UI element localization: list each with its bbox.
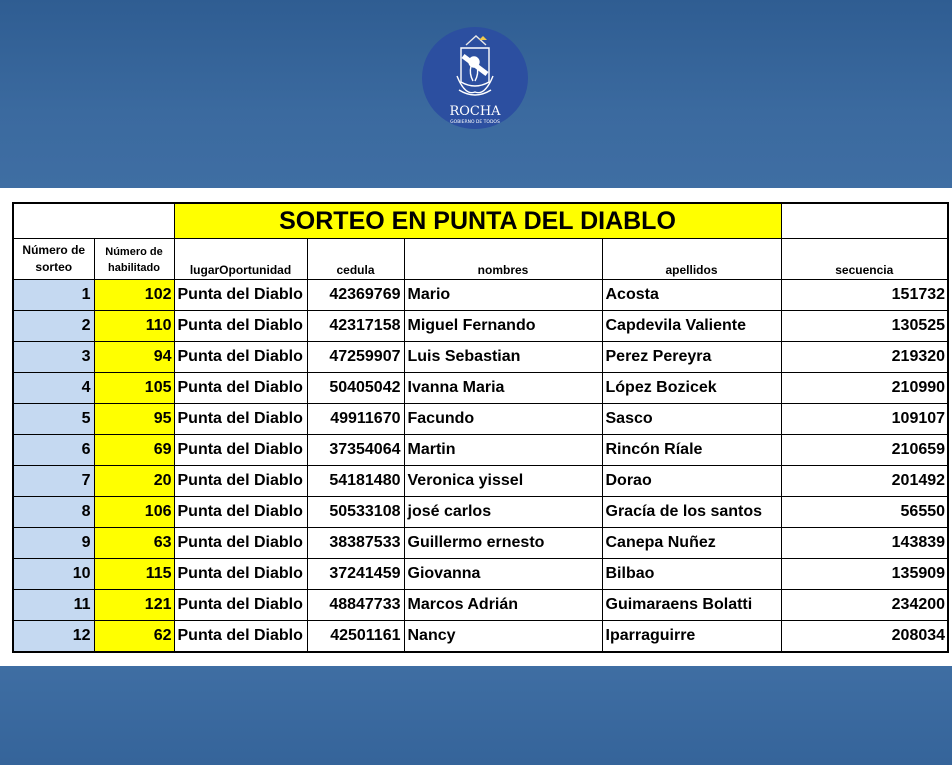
cell-sorteo: 8	[13, 497, 94, 528]
header-cedula: cedula	[307, 239, 404, 280]
cell-cedula: 37354064	[307, 435, 404, 466]
cell-cedula: 48847733	[307, 590, 404, 621]
cell-habilitado: 121	[94, 590, 174, 621]
cell-nombres: Ivanna Maria	[404, 373, 602, 404]
header-row	[13, 239, 948, 280]
spreadsheet	[12, 202, 947, 651]
cell-secuencia: 143839	[781, 528, 948, 559]
cell-nombres: Marcos Adrián	[404, 590, 602, 621]
title-spacer-right	[781, 203, 948, 239]
cell-cedula: 50405042	[307, 373, 404, 404]
cell-apellidos: López Bozicek	[602, 373, 781, 404]
cell-habilitado: 94	[94, 342, 174, 373]
cell-habilitado: 115	[94, 559, 174, 590]
header-numero-sorteo: Número de sorteo	[13, 239, 94, 280]
cell-sorteo: 9	[13, 528, 94, 559]
title-spacer-left	[13, 203, 174, 239]
cell-sorteo: 2	[13, 311, 94, 342]
draw-results-table	[12, 202, 949, 653]
cell-cedula: 42369769	[307, 280, 404, 311]
cell-sorteo: 12	[13, 621, 94, 653]
cell-nombres: Guillermo ernesto	[404, 528, 602, 559]
cell-lugar: Punta del Diablo	[174, 435, 307, 466]
cell-sorteo: 4	[13, 373, 94, 404]
rocha-logo	[421, 26, 529, 130]
sheet-title: SORTEO EN PUNTA DEL DIABLO	[174, 203, 781, 239]
cell-apellidos: Gracía de los santos	[602, 497, 781, 528]
cell-secuencia: 210990	[781, 373, 948, 404]
cell-lugar: Punta del Diablo	[174, 280, 307, 311]
cell-apellidos: Capdevila Valiente	[602, 311, 781, 342]
cell-secuencia: 130525	[781, 311, 948, 342]
cell-secuencia: 234200	[781, 590, 948, 621]
cell-lugar: Punta del Diablo	[174, 621, 307, 653]
cell-nombres: Martin	[404, 435, 602, 466]
cell-lugar: Punta del Diablo	[174, 497, 307, 528]
cell-apellidos: Guimaraens Bolatti	[602, 590, 781, 621]
cell-habilitado: 69	[94, 435, 174, 466]
cell-lugar: Punta del Diablo	[174, 373, 307, 404]
cell-lugar: Punta del Diablo	[174, 559, 307, 590]
cell-cedula: 47259907	[307, 342, 404, 373]
table-row	[13, 621, 948, 653]
cell-cedula: 49911670	[307, 404, 404, 435]
cell-secuencia: 210659	[781, 435, 948, 466]
cell-habilitado: 95	[94, 404, 174, 435]
table-row	[13, 342, 948, 373]
cell-secuencia: 109107	[781, 404, 948, 435]
cell-habilitado: 102	[94, 280, 174, 311]
table-row	[13, 404, 948, 435]
cell-lugar: Punta del Diablo	[174, 404, 307, 435]
cell-apellidos: Perez Pereyra	[602, 342, 781, 373]
cell-nombres: Facundo	[404, 404, 602, 435]
cell-secuencia: 151732	[781, 280, 948, 311]
cell-apellidos: Iparraguirre	[602, 621, 781, 653]
cell-habilitado: 105	[94, 373, 174, 404]
cell-habilitado: 106	[94, 497, 174, 528]
cell-cedula: 42317158	[307, 311, 404, 342]
cell-apellidos: Acosta	[602, 280, 781, 311]
table-row	[13, 435, 948, 466]
cell-lugar: Punta del Diablo	[174, 466, 307, 497]
cell-secuencia: 56550	[781, 497, 948, 528]
cell-nombres: Giovanna	[404, 559, 602, 590]
header-lugar: lugarOportunidad	[174, 239, 307, 280]
cell-secuencia: 208034	[781, 621, 948, 653]
cell-nombres: Veronica yissel	[404, 466, 602, 497]
table-row	[13, 559, 948, 590]
cell-apellidos: Bilbao	[602, 559, 781, 590]
table-row	[13, 311, 948, 342]
header-secuencia: secuencia	[781, 239, 948, 280]
cell-sorteo: 10	[13, 559, 94, 590]
cell-sorteo: 5	[13, 404, 94, 435]
header-apellidos: apellidos	[602, 239, 781, 280]
cell-lugar: Punta del Diablo	[174, 342, 307, 373]
logo-tagline: GOBIERNO DE TODOS	[450, 120, 500, 125]
cell-nombres: Mario	[404, 280, 602, 311]
table-row	[13, 280, 948, 311]
cell-lugar: Punta del Diablo	[174, 590, 307, 621]
cell-sorteo: 7	[13, 466, 94, 497]
cell-apellidos: Dorao	[602, 466, 781, 497]
table-row	[13, 528, 948, 559]
table-row	[13, 466, 948, 497]
cell-nombres: Luis Sebastian	[404, 342, 602, 373]
cell-apellidos: Rincón Ríale	[602, 435, 781, 466]
cell-apellidos: Canepa Nuñez	[602, 528, 781, 559]
cell-cedula: 50533108	[307, 497, 404, 528]
cell-nombres: Miguel Fernando	[404, 311, 602, 342]
cell-habilitado: 63	[94, 528, 174, 559]
cell-sorteo: 1	[13, 280, 94, 311]
cell-sorteo: 11	[13, 590, 94, 621]
table-row	[13, 590, 948, 621]
cell-sorteo: 6	[13, 435, 94, 466]
cell-cedula: 42501161	[307, 621, 404, 653]
cell-lugar: Punta del Diablo	[174, 528, 307, 559]
footer-band	[0, 666, 952, 765]
rocha-emblem-icon	[421, 26, 529, 130]
cell-cedula: 54181480	[307, 466, 404, 497]
cell-apellidos: Sasco	[602, 404, 781, 435]
cell-sorteo: 3	[13, 342, 94, 373]
logo-name: ROCHA	[449, 104, 501, 119]
cell-nombres: Nancy	[404, 621, 602, 653]
cell-habilitado: 20	[94, 466, 174, 497]
cell-secuencia: 135909	[781, 559, 948, 590]
table-row	[13, 497, 948, 528]
cell-cedula: 37241459	[307, 559, 404, 590]
header-nombres: nombres	[404, 239, 602, 280]
cell-lugar: Punta del Diablo	[174, 311, 307, 342]
cell-nombres: josé carlos	[404, 497, 602, 528]
header-numero-habilitado: Número de habilitado	[94, 239, 174, 280]
cell-secuencia: 219320	[781, 342, 948, 373]
table-row	[13, 373, 948, 404]
cell-cedula: 38387533	[307, 528, 404, 559]
cell-habilitado: 62	[94, 621, 174, 653]
cell-habilitado: 110	[94, 311, 174, 342]
cell-secuencia: 201492	[781, 466, 948, 497]
